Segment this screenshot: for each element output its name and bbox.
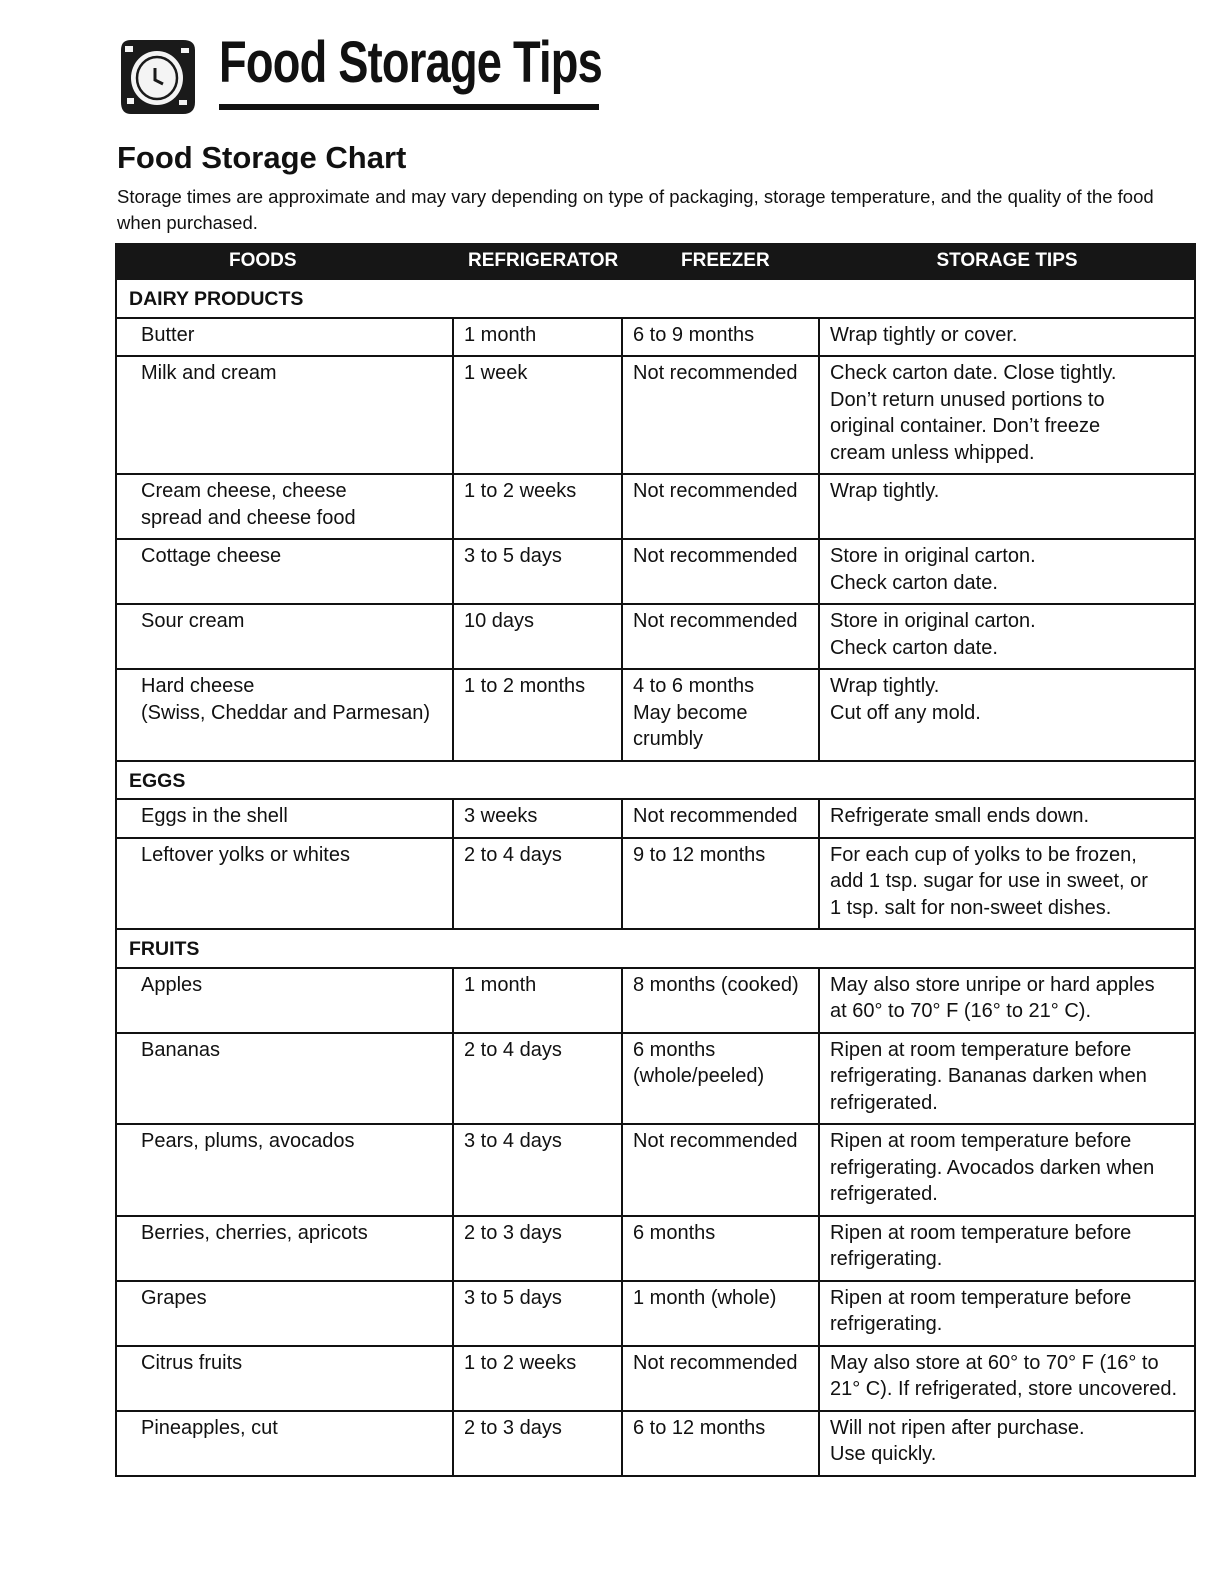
cell-line: May also store at 60° to 70° F (16° to bbox=[830, 1351, 1159, 1374]
table-body bbox=[116, 279, 1195, 1476]
clock-in-frame-icon bbox=[115, 36, 199, 116]
cell-line: Ripen at room temperature before bbox=[830, 1130, 1132, 1152]
refrigerator-cell bbox=[453, 356, 622, 474]
cell-line: 4 to 6 months bbox=[633, 675, 755, 697]
food-cell bbox=[116, 799, 453, 838]
cell-line: May become bbox=[633, 701, 748, 724]
table-row bbox=[116, 1124, 1195, 1216]
category-label: FRUITS bbox=[116, 929, 1195, 968]
cell-line: Eggs in the shell bbox=[141, 805, 288, 827]
cell-line: Check carton date. Close tightly. bbox=[830, 362, 1117, 384]
table-row bbox=[116, 968, 1195, 1033]
cell-line: 6 to 9 months bbox=[633, 323, 755, 346]
cell-line: Store in original carton. bbox=[830, 545, 1036, 567]
header-storage-tips: STORAGE TIPS bbox=[819, 244, 1195, 279]
cell-line: 1 to 2 weeks bbox=[464, 1351, 577, 1374]
food-cell bbox=[116, 1216, 453, 1281]
tips-cell bbox=[819, 604, 1195, 669]
cell-line: refrigerating. bbox=[830, 1313, 943, 1335]
tips-cell bbox=[819, 1033, 1195, 1125]
freezer-cell bbox=[622, 1346, 819, 1411]
table-row bbox=[116, 838, 1195, 930]
category-row bbox=[116, 929, 1195, 968]
cell-line: Citrus fruits bbox=[141, 1351, 243, 1374]
cell-line: Check carton date. bbox=[830, 571, 998, 594]
tips-cell bbox=[819, 968, 1195, 1033]
refrigerator-cell bbox=[453, 1124, 622, 1216]
cell-line: 2 to 4 days bbox=[464, 1038, 562, 1061]
refrigerator-cell bbox=[453, 968, 622, 1033]
cell-line: Ripen at room temperature before bbox=[830, 1038, 1132, 1061]
cell-line: Sour cream bbox=[141, 610, 245, 632]
cell-line: 1 month bbox=[464, 323, 537, 346]
food-cell bbox=[116, 604, 453, 669]
food-cell bbox=[116, 1346, 453, 1411]
cell-line: Ripen at room temperature before bbox=[830, 1221, 1132, 1244]
refrigerator-cell bbox=[453, 838, 622, 930]
cell-line: 2 to 3 days bbox=[464, 1221, 562, 1244]
cell-line: 21° C). If refrigerated, store uncovered. bbox=[830, 1378, 1178, 1400]
tips-cell bbox=[819, 1346, 1195, 1411]
cell-line: 3 to 5 days bbox=[464, 1286, 562, 1309]
cell-line: Don’t return unused portions to bbox=[830, 388, 1105, 411]
refrigerator-cell bbox=[453, 669, 622, 761]
header-row bbox=[116, 244, 1195, 279]
table-row bbox=[116, 539, 1195, 604]
food-cell bbox=[116, 1033, 453, 1125]
freezer-cell bbox=[622, 1124, 819, 1216]
food-cell bbox=[116, 1281, 453, 1346]
freezer-cell bbox=[622, 539, 819, 604]
refrigerator-cell bbox=[453, 1281, 622, 1346]
cell-line: Not recommended bbox=[633, 610, 798, 632]
section-title: Food Storage Chart bbox=[117, 140, 407, 175]
cell-line: cream unless whipped. bbox=[830, 441, 1035, 464]
cell-line: 1 week bbox=[464, 362, 528, 384]
refrigerator-cell bbox=[453, 474, 622, 539]
cell-line: Not recommended bbox=[633, 545, 798, 567]
cell-line: spread and cheese food bbox=[141, 506, 356, 529]
cell-line: Milk and cream bbox=[141, 362, 277, 384]
cell-line: 9 to 12 months bbox=[633, 843, 766, 866]
refrigerator-cell bbox=[453, 318, 622, 357]
food-cell bbox=[116, 474, 453, 539]
cell-line: Wrap tightly. bbox=[830, 675, 940, 697]
cell-line: crumbly bbox=[633, 728, 704, 750]
tips-cell bbox=[819, 318, 1195, 357]
food-cell bbox=[116, 1411, 453, 1476]
tips-cell bbox=[819, 539, 1195, 604]
cell-line: refrigerated. bbox=[830, 1091, 938, 1114]
cell-line: Pineapples, cut bbox=[141, 1416, 278, 1439]
tips-cell bbox=[819, 669, 1195, 761]
intro-paragraph: Storage times are approximate and may vary depending on type of packaging, storage temperature, and the quality of the food when purchased. bbox=[117, 186, 1154, 233]
food-cell bbox=[116, 838, 453, 930]
cell-line: 6 months bbox=[633, 1038, 716, 1061]
freezer-cell bbox=[622, 1411, 819, 1476]
cell-line: Store in original carton. bbox=[830, 610, 1036, 632]
cell-line: 2 to 4 days bbox=[464, 843, 562, 866]
food-storage-table bbox=[115, 243, 1196, 1477]
cell-line: 1 tsp. salt for non-sweet dishes. bbox=[830, 896, 1112, 919]
cell-line: Not recommended bbox=[633, 805, 798, 827]
cell-line: at 60° to 70° F (16° to 21° C). bbox=[830, 1000, 1092, 1022]
cell-line: refrigerating. Bananas darken when bbox=[830, 1065, 1147, 1087]
tips-cell bbox=[819, 1124, 1195, 1216]
cell-line: 1 month (whole) bbox=[633, 1286, 777, 1309]
table-row bbox=[116, 669, 1195, 761]
cell-line: Pears, plums, avocados bbox=[141, 1130, 355, 1152]
table-row bbox=[116, 356, 1195, 474]
cell-line: Use quickly. bbox=[830, 1443, 937, 1465]
freezer-cell bbox=[622, 474, 819, 539]
refrigerator-cell bbox=[453, 1411, 622, 1476]
table-row bbox=[116, 318, 1195, 357]
freezer-cell bbox=[622, 318, 819, 357]
tips-cell bbox=[819, 1216, 1195, 1281]
refrigerator-cell bbox=[453, 1346, 622, 1411]
freezer-cell bbox=[622, 1033, 819, 1125]
tips-cell bbox=[819, 1411, 1195, 1476]
food-cell bbox=[116, 968, 453, 1033]
table-row bbox=[116, 1411, 1195, 1476]
cell-line: 6 months bbox=[633, 1221, 716, 1244]
cell-line: Ripen at room temperature before bbox=[830, 1286, 1132, 1309]
refrigerator-cell bbox=[453, 604, 622, 669]
cell-line: 2 to 3 days bbox=[464, 1416, 562, 1439]
cell-line: 3 to 4 days bbox=[464, 1130, 562, 1152]
cell-line: 3 to 5 days bbox=[464, 545, 562, 567]
cell-line: 3 weeks bbox=[464, 805, 538, 827]
cell-line: refrigerating. bbox=[830, 1248, 943, 1270]
freezer-cell bbox=[622, 356, 819, 474]
cell-line: Not recommended bbox=[633, 1130, 798, 1152]
table-row bbox=[116, 1033, 1195, 1125]
cell-line: add 1 tsp. sugar for use in sweet, or bbox=[830, 870, 1148, 892]
cell-line: 10 days bbox=[464, 610, 535, 632]
cell-line: (whole/peeled) bbox=[633, 1065, 765, 1087]
cell-line: Butter bbox=[141, 323, 195, 346]
category-row bbox=[116, 761, 1195, 800]
page-header bbox=[115, 28, 635, 116]
food-cell bbox=[116, 318, 453, 357]
freezer-cell bbox=[622, 604, 819, 669]
freezer-cell bbox=[622, 1281, 819, 1346]
freezer-cell bbox=[622, 1216, 819, 1281]
table-row bbox=[116, 799, 1195, 838]
cell-line: Berries, cherries, apricots bbox=[141, 1221, 368, 1244]
category-row bbox=[116, 279, 1195, 318]
tips-cell bbox=[819, 838, 1195, 930]
table-header bbox=[116, 244, 1195, 279]
category-label: EGGS bbox=[116, 761, 1195, 800]
header-foods: FOODS bbox=[116, 244, 453, 279]
cell-line: 1 to 2 months bbox=[464, 675, 586, 697]
refrigerator-cell bbox=[453, 539, 622, 604]
header-freezer: FREEZER bbox=[622, 244, 819, 279]
cell-line: original container. Don’t freeze bbox=[830, 415, 1101, 437]
cell-line: 1 month bbox=[464, 973, 537, 996]
freezer-cell bbox=[622, 968, 819, 1033]
document-title: Food Storage Tips bbox=[219, 30, 603, 95]
cell-line: (Swiss, Cheddar and Parmesan) bbox=[141, 701, 431, 724]
cell-line: Leftover yolks or whites bbox=[141, 843, 350, 866]
table-row bbox=[116, 474, 1195, 539]
cell-line: refrigerated. bbox=[830, 1183, 938, 1205]
tips-cell bbox=[819, 799, 1195, 838]
cell-line: Will not ripen after purchase. bbox=[830, 1416, 1085, 1439]
cell-line: Apples bbox=[141, 973, 203, 996]
cell-line: Hard cheese bbox=[141, 675, 255, 697]
cell-line: Bananas bbox=[141, 1038, 220, 1061]
cell-line: 1 to 2 weeks bbox=[464, 480, 577, 502]
cell-line: refrigerating. Avocados darken when bbox=[830, 1156, 1155, 1179]
table-row bbox=[116, 1346, 1195, 1411]
table-row bbox=[116, 1216, 1195, 1281]
refrigerator-cell bbox=[453, 799, 622, 838]
table-row bbox=[116, 604, 1195, 669]
cell-line: For each cup of yolks to be frozen, bbox=[830, 843, 1137, 866]
cell-line: Not recommended bbox=[633, 1351, 798, 1374]
cell-line: May also store unripe or hard apples bbox=[830, 973, 1155, 996]
cell-line: Not recommended bbox=[633, 480, 798, 502]
cell-line: Wrap tightly or cover. bbox=[830, 323, 1018, 346]
freezer-cell bbox=[622, 838, 819, 930]
table-row bbox=[116, 1281, 1195, 1346]
cell-line: Not recommended bbox=[633, 362, 798, 384]
cell-line: Wrap tightly. bbox=[830, 480, 940, 502]
refrigerator-cell bbox=[453, 1033, 622, 1125]
freezer-cell bbox=[622, 799, 819, 838]
title-underline bbox=[219, 104, 599, 110]
header-refrigerator: REFRIGERATOR bbox=[453, 244, 622, 279]
cell-line: Check carton date. bbox=[830, 636, 998, 659]
cell-line: 6 to 12 months bbox=[633, 1416, 766, 1439]
tips-cell bbox=[819, 474, 1195, 539]
cell-line: Cream cheese, cheese bbox=[141, 480, 347, 502]
cell-line: Cut off any mold. bbox=[830, 701, 981, 724]
tips-cell bbox=[819, 356, 1195, 474]
food-cell bbox=[116, 669, 453, 761]
cell-line: Refrigerate small ends down. bbox=[830, 805, 1090, 827]
cell-line: Grapes bbox=[141, 1286, 207, 1309]
tips-cell bbox=[819, 1281, 1195, 1346]
food-cell bbox=[116, 356, 453, 474]
refrigerator-cell bbox=[453, 1216, 622, 1281]
food-cell bbox=[116, 539, 453, 604]
food-cell bbox=[116, 1124, 453, 1216]
category-label: DAIRY PRODUCTS bbox=[116, 279, 1195, 318]
freezer-cell bbox=[622, 669, 819, 761]
cell-line: Cottage cheese bbox=[141, 545, 282, 567]
cell-line: 8 months (cooked) bbox=[633, 973, 799, 996]
